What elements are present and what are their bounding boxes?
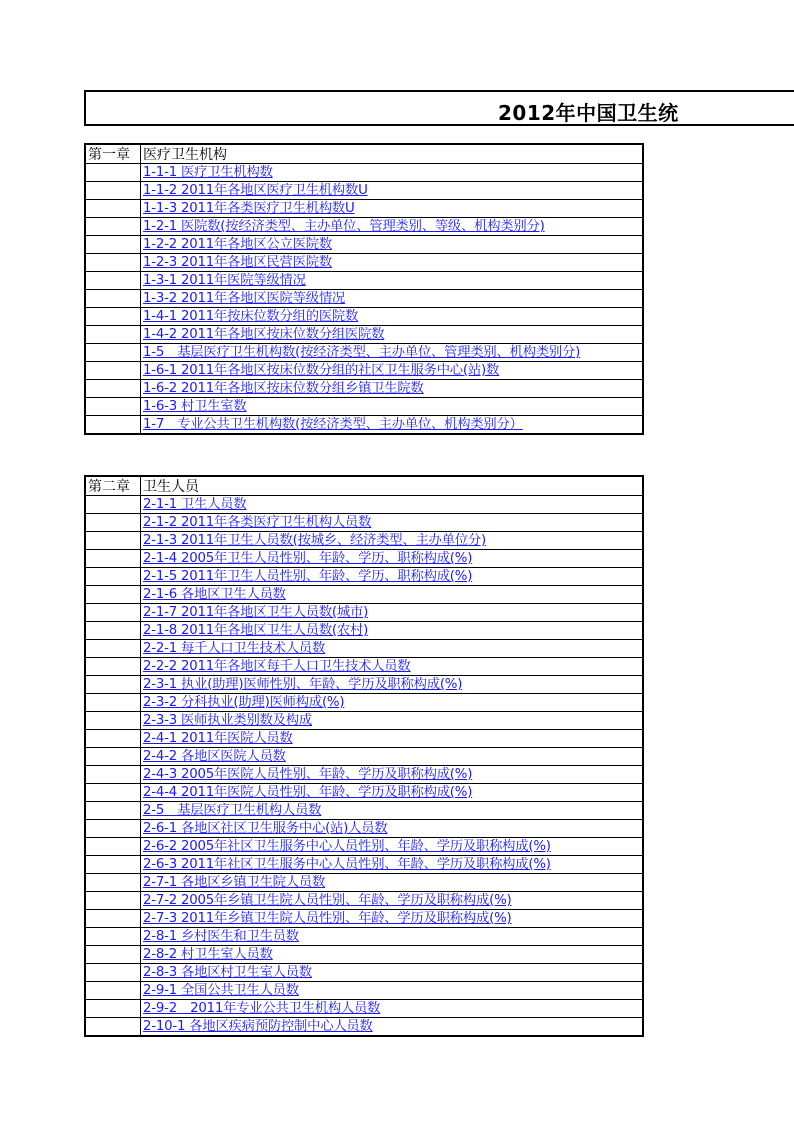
empty-cell (86, 712, 141, 729)
table-row (86, 657, 642, 675)
table-row (86, 585, 642, 603)
table-row (86, 1017, 642, 1035)
chapter-header-row (86, 477, 642, 495)
empty-cell (86, 532, 141, 549)
table-row (86, 693, 642, 711)
empty-cell (86, 802, 141, 819)
empty-cell (86, 676, 141, 693)
table-row (86, 837, 642, 855)
table-row (86, 999, 642, 1017)
table-row (86, 675, 642, 693)
toc-link[interactable]: 2-5 基层医疗卫生机构人员数 (143, 803, 322, 818)
toc-link[interactable]: 1-3-1 2011年医院等级情况 (143, 273, 306, 288)
table-row (86, 217, 642, 235)
table-row (86, 289, 642, 307)
toc-link[interactable]: 2-3-3 医师执业类别数及构成 (143, 713, 312, 728)
empty-cell (86, 658, 141, 675)
toc-link[interactable]: 1-4-2 2011年各地区按床位数分组医院数 (143, 327, 385, 342)
toc-link[interactable]: 2-3-2 分科执业(助理)医师构成(%) (143, 695, 345, 710)
toc-link[interactable]: 2-1-5 2011年卫生人员性别、年龄、学历、职称构成(%) (143, 569, 473, 584)
table-row (86, 415, 642, 433)
toc-link[interactable]: 1-2-2 2011年各地区公立医院数 (143, 237, 332, 252)
chapter-label: 第二章 (88, 479, 130, 495)
empty-cell (86, 236, 141, 253)
empty-cell (86, 892, 141, 909)
toc-link[interactable]: 1-2-1 医院数(按经济类型、主办单位、管理类别、等级、机构类别分) (143, 219, 545, 234)
toc-link[interactable]: 1-6-1 2011年各地区按床位数分组的社区卫生服务中心(站)数 (143, 363, 500, 378)
empty-cell (86, 550, 141, 567)
empty-cell (86, 694, 141, 711)
toc-link[interactable]: 2-2-1 每千人口卫生技术人员数 (143, 641, 326, 656)
empty-cell (86, 326, 141, 343)
table-row (86, 963, 642, 981)
empty-cell (86, 568, 141, 585)
empty-cell (86, 218, 141, 235)
table-row (86, 855, 642, 873)
table-row (86, 253, 642, 271)
table-row (86, 765, 642, 783)
table-row (86, 603, 642, 621)
toc-link[interactable]: 2-1-1 卫生人员数 (143, 497, 247, 512)
toc-link[interactable]: 2-1-3 2011年卫生人员数(按城乡、经济类型、主办单位分) (143, 533, 486, 548)
toc-link[interactable]: 1-6-2 2011年各地区按床位数分组乡镇卫生院数 (143, 381, 424, 396)
empty-cell (86, 964, 141, 981)
empty-cell (86, 272, 141, 289)
empty-cell (86, 766, 141, 783)
empty-cell (86, 946, 141, 963)
empty-cell (86, 910, 141, 927)
toc-link[interactable]: 2-9-2 2011年专业公共卫生机构人员数 (143, 1001, 381, 1016)
toc-link[interactable]: 2-4-2 各地区医院人员数 (143, 749, 286, 764)
table-row (86, 927, 642, 945)
table-row (86, 549, 642, 567)
table-row (86, 711, 642, 729)
toc-link[interactable]: 2-1-2 2011年各类医疗卫生机构人员数 (143, 515, 372, 530)
chapter-cell (86, 477, 141, 495)
toc-link[interactable]: 2-8-2 村卫生室人员数 (143, 947, 273, 962)
table-row (86, 747, 642, 765)
empty-cell (86, 838, 141, 855)
empty-cell (86, 254, 141, 271)
table-row (86, 567, 642, 585)
toc-link[interactable]: 2-7-1 各地区乡镇卫生院人员数 (143, 875, 326, 890)
empty-cell (86, 820, 141, 837)
page-title: 2012年中国卫生统 (498, 101, 679, 125)
toc-link[interactable]: 2-1-6 各地区卫生人员数 (143, 587, 286, 602)
table-row (86, 891, 642, 909)
empty-cell (86, 1018, 141, 1035)
empty-cell (86, 586, 141, 603)
toc-link[interactable]: 2-4-1 2011年医院人员数 (143, 731, 293, 746)
chapter-header-row (86, 145, 642, 163)
table-row (86, 343, 642, 361)
toc-link[interactable]: 2-4-4 2011年医院人员性别、年龄、学历及职称构成(%) (143, 785, 473, 800)
chapter-label: 第一章 (88, 147, 130, 163)
table-row (86, 819, 642, 837)
toc-link[interactable]: 2-1-7 2011年各地区卫生人员数(城市) (143, 605, 369, 620)
empty-cell (86, 362, 141, 379)
empty-cell (86, 982, 141, 999)
toc-link[interactable]: 2-7-3 2011年乡镇卫生院人员性别、年龄、学历及职称构成(%) (143, 911, 512, 926)
toc-link[interactable]: 1-4-1 2011年按床位数分组的医院数 (143, 309, 359, 324)
toc-link[interactable]: 1-5 基层医疗卫生机构数(按经济类型、主办单位、管理类别、机构类别分) (143, 345, 581, 360)
empty-cell (86, 416, 141, 433)
table-row (86, 307, 642, 325)
empty-cell (86, 1000, 141, 1017)
toc-link[interactable]: 2-6-3 2011年社区卫生服务中心人员性别、年龄、学历及职称构成(%) (143, 857, 551, 872)
chapter-heading: 医疗卫生机构 (143, 147, 227, 163)
table-row (86, 909, 642, 927)
table-row (86, 199, 642, 217)
empty-cell (86, 604, 141, 621)
toc-link[interactable]: 2-10-1 各地区疾病预防控制中心人员数 (143, 1019, 373, 1034)
chapter-2-table (84, 475, 644, 1037)
empty-cell (86, 640, 141, 657)
chapter-heading: 卫生人员 (143, 479, 199, 495)
table-row (86, 639, 642, 657)
table-row (86, 325, 642, 343)
empty-cell (86, 182, 141, 199)
empty-cell (86, 856, 141, 873)
toc-link[interactable]: 2-2-2 2011年各地区每千人口卫生技术人员数 (143, 659, 411, 674)
table-row (86, 531, 642, 549)
empty-cell (86, 200, 141, 217)
empty-cell (86, 748, 141, 765)
table-row (86, 163, 642, 181)
chapter-cell (86, 145, 141, 163)
toc-link[interactable]: 2-3-1 执业(助理)医师性别、年龄、学历及职称构成(%) (143, 677, 463, 692)
empty-cell (86, 308, 141, 325)
table-row (86, 397, 642, 415)
empty-cell (86, 622, 141, 639)
empty-cell (86, 730, 141, 747)
toc-link[interactable]: 1-1-2 2011年各地区医疗卫生机构数U (143, 183, 368, 198)
empty-cell (86, 784, 141, 801)
toc-link[interactable]: 1-6-3 村卫生室数 (143, 399, 247, 414)
empty-cell (86, 344, 141, 361)
empty-cell (86, 496, 141, 513)
toc-link[interactable]: 1-2-3 2011年各地区民营医院数 (143, 255, 332, 270)
toc-link[interactable]: 2-9-1 全国公共卫生人员数 (143, 983, 299, 998)
toc-link[interactable]: 2-8-1 乡村医生和卫生员数 (143, 929, 299, 944)
toc-link[interactable]: 2-7-2 2005年乡镇卫生院人员性别、年龄、学历及职称构成(%) (143, 893, 512, 908)
table-row (86, 621, 642, 639)
toc-link[interactable]: 2-1-4 2005年卫生人员性别、年龄、学历、职称构成(%) (143, 551, 473, 566)
table-row (86, 783, 642, 801)
table-row (86, 379, 642, 397)
empty-cell (86, 290, 141, 307)
toc-link[interactable]: 2-6-2 2005年社区卫生服务中心人员性别、年龄、学历及职称构成(%) (143, 839, 551, 854)
table-row (86, 181, 642, 199)
table-row (86, 945, 642, 963)
empty-cell (86, 928, 141, 945)
table-row (86, 729, 642, 747)
table-row (86, 873, 642, 891)
toc-link[interactable]: 2-1-8 2011年各地区卫生人员数(农村) (143, 623, 369, 638)
table-row (86, 513, 642, 531)
empty-cell (86, 164, 141, 181)
toc-link[interactable]: 1-1-3 2011年各类医疗卫生机构数U (143, 201, 355, 216)
chapter-1-table (84, 143, 644, 435)
toc-link[interactable]: 1-7 专业公共卫生机构数(按经济类型、主办单位、机构类别分） (143, 417, 523, 432)
table-row (86, 495, 642, 513)
empty-cell (86, 514, 141, 531)
table-row (86, 271, 642, 289)
toc-link[interactable]: 1-1-1 医疗卫生机构数 (143, 165, 273, 180)
table-row (86, 235, 642, 253)
toc-link[interactable]: 2-4-3 2005年医院人员性别、年龄、学历及职称构成(%) (143, 767, 473, 782)
table-row (86, 361, 642, 379)
toc-link[interactable]: 1-3-2 2011年各地区医院等级情况 (143, 291, 346, 306)
table-row (86, 801, 642, 819)
empty-cell (86, 398, 141, 415)
title-box (84, 90, 794, 126)
toc-link[interactable]: 2-6-1 各地区社区卫生服务中心(站)人员数 (143, 821, 388, 836)
empty-cell (86, 874, 141, 891)
toc-link[interactable]: 2-8-3 各地区村卫生室人员数 (143, 965, 312, 980)
table-row (86, 981, 642, 999)
empty-cell (86, 380, 141, 397)
